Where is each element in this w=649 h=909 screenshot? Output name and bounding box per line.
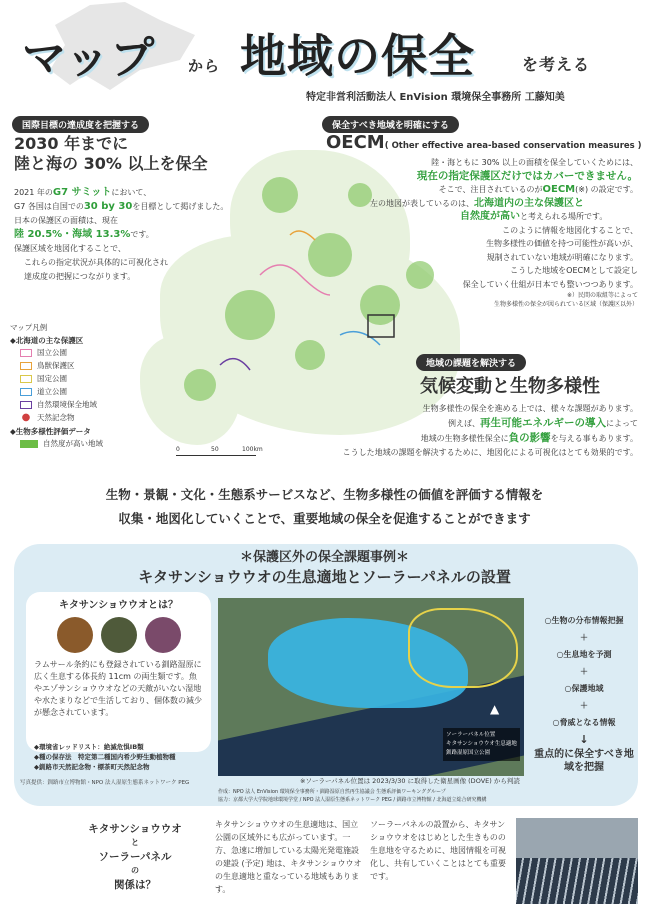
legend-item [20, 411, 140, 424]
left-p1: 2021 年の [14, 188, 53, 197]
left-body [14, 186, 274, 284]
left-p7: 達成度の把握につながります。 [24, 272, 136, 281]
oecm-l4a: 左の地図が表しているのは、 [370, 198, 474, 208]
case-title: キタサンショウウオの生息適地とソーラーパネルの設置 [138, 568, 511, 586]
analysis-flow [530, 612, 638, 774]
legend-swatch-icon [20, 401, 32, 409]
scale-bar [176, 448, 266, 460]
climate-l3g: 負の影響 [508, 432, 551, 444]
oecm-paren: ( Other effective area-based conservation measures ) [384, 141, 642, 151]
oecm-l5g: 自然度が高い [460, 211, 520, 222]
legend-item [10, 437, 140, 450]
legend-label: 天然記念物 [37, 413, 75, 422]
flow-result: 重点的に保全すべき地域を把握 [534, 749, 634, 773]
right-section [322, 116, 459, 133]
flow-plus-3: ＋ [580, 701, 588, 710]
left-p4-b: です。 [130, 230, 154, 239]
left-p1-b: において、 [111, 188, 152, 197]
legend-label: 国定公園 [37, 374, 67, 383]
salamander-egg-photo [57, 617, 93, 653]
park-boundary [408, 608, 518, 688]
flow-1: ○生物の分布情報把握 [544, 616, 624, 625]
left-heading [14, 134, 207, 174]
credits1: 作成：NPO 法人 EnVision 環境保全事務所・釧路湿原自然再生協議会 生態系評価ワーキンググループ [218, 789, 446, 795]
legend-label: 鳥獣保護区 [37, 361, 75, 370]
legend-label: 国立公園 [37, 348, 67, 357]
body-text-2: ソーラーパネルの設置から、キタサンショウウオをはじめとした生きものの生息地を守るために、地図情報を可視化し、共有していくことはとても重要です。 [370, 820, 506, 881]
oecm-note1: ※）民間の取組等によって [566, 292, 638, 299]
legend-label: 自然環境保全地域 [37, 400, 97, 409]
climate-l1: 生物多様性の保全を進める上では、様々な課題があります。 [422, 404, 638, 413]
flow-3: ○保護地域 [564, 684, 604, 693]
legend-swatch-icon [20, 440, 38, 448]
solar-rows [516, 858, 638, 904]
scale-100: 100km [242, 446, 263, 453]
oecm-title: OECM [326, 132, 385, 153]
map-credits [218, 788, 618, 804]
status3: ◆釧路市天然記念物・標茶町天然記念物 [34, 763, 150, 771]
flow-plus-1: ＋ [580, 633, 588, 642]
legend-label: 自然度が高い地域 [43, 439, 103, 448]
map-legend-1: ソーラーパネル位置 [446, 732, 496, 738]
right-pill: 保全すべき地域を明確にする [322, 116, 459, 133]
summary-banner [0, 483, 649, 531]
left-p5: 保護区域を地図化することで、 [14, 244, 126, 253]
oecm-l2: 現在の指定保護区だけではカバーできません。 [416, 169, 638, 182]
title-part4: を考える [522, 55, 591, 74]
climate-heading: 気候変動と生物多様性 [420, 376, 600, 397]
salamander-status [34, 742, 176, 772]
map-legend-box [443, 728, 520, 761]
oecm-l3b: (※) の設定です。 [575, 185, 638, 194]
salamander-q-title: キタサンショウウオとは？ [59, 600, 178, 611]
legend-swatch-icon [20, 388, 32, 396]
salamander-desc: ラムサール条約にも登録されている釧路湿原に広く生息する体長約 11cm の両生類です。魚やエゾサンショウウオなどの天敵がいない湿地や水たまりなどで生活しており、個体数の減少が懸念されています。 [34, 660, 202, 717]
salamander-photo [101, 617, 137, 653]
climate-l2g: 再生可能エネルギーの導入 [480, 417, 606, 429]
salamander-photos [26, 617, 211, 653]
legend-group1: ◆北海道の主な保護区 [10, 336, 84, 345]
title-part2: から [188, 57, 221, 75]
left-p2-g: 30 by 30 [83, 201, 133, 212]
legend-swatch-icon [20, 362, 32, 370]
oecm-l5b: と考えられる場所です。 [520, 212, 608, 221]
legend-group2: ◆生物多様性評価データ [10, 427, 91, 436]
legend-item [20, 346, 140, 359]
scale-0: 0 [176, 446, 180, 453]
legend-label: 道立公園 [37, 387, 67, 396]
map-note: ※ソーラーパネル位置は 2023/3/30 に取得した衛星画像 (DOVE) から判読 [300, 777, 520, 785]
legend-item [20, 372, 140, 385]
credits2: 協力：京都大学大学院地球環境学堂 / NPO 法人湿原生態系ネットワーク PEG / 釧路市立博物館 / 北海道立総合研究機構 [218, 797, 487, 803]
case-label: ＊保護区外の保全課題事例＊ [239, 550, 409, 565]
left-section [12, 116, 149, 133]
salamander-larva-photo [145, 617, 181, 653]
relation-5: 関係は？ [114, 879, 156, 891]
relation-question [70, 822, 200, 892]
legend-item [20, 385, 140, 398]
flow-2: ○生息地を予測 [556, 650, 612, 659]
left-p2-b: を目標として掲げました。 [132, 202, 229, 211]
map-legend-3: 釧路湿原国立公園 [446, 750, 491, 756]
left-p4-g: 陸 20.5%・海域 13.3% [14, 229, 131, 240]
climate-l2b: によって [606, 419, 638, 428]
north-arrow-icon: ▲ [490, 702, 500, 716]
left-p3: 日本の保護区の面積は、現在 [14, 216, 118, 225]
title-part3: 地域の保全 [240, 29, 475, 83]
page-header [0, 0, 649, 108]
monument-dot-icon: ● [21, 412, 31, 423]
flow-arrow: ↓ [579, 733, 589, 746]
climate-l3b: を与える事もあります。 [550, 434, 638, 443]
oecm-heading [326, 132, 642, 153]
map-legend-2: キタサンショウウオ生息適地 [446, 741, 517, 747]
oecm-l4g: 北海道内の主な保護区と [474, 197, 584, 209]
relation-2: と [131, 838, 139, 847]
oecm-note2: 生物多様性の保全が図られている区域（保護区以外） [493, 301, 638, 308]
oecm-l9: こうした地域をOECMとして設定し [510, 266, 638, 275]
left-pill: 国際目標の達成度を把握する [12, 116, 149, 133]
climate-l2a: 例えば、 [448, 419, 480, 428]
left-p6: これらの指定状況が具体的に可視化され [24, 258, 168, 267]
banner-line1: 生物・景観・文化・生態系サービスなど、生物多様性の価値を評価する情報を [105, 487, 544, 502]
status1: ◆環境省レッドリスト：絶滅危惧ⅠB類 [34, 743, 144, 751]
climate-body [290, 402, 638, 460]
legend-item [20, 359, 140, 372]
relation-3: ソーラーパネル [98, 851, 172, 863]
map-legend [10, 322, 140, 450]
climate-l4: こうした地域の課題を解決するために、地図化による可視化はとても効果的です。 [342, 448, 638, 457]
oecm-l7: 生物多様性の価値を持つ可能性が高いが、 [486, 239, 638, 248]
legend-items [10, 346, 140, 424]
oecm-l10: 保全していく仕組が日本でも整いつつあります。 [462, 279, 638, 289]
banner-line2: 収集・地図化していくことで、重要地域の保全を促進することができます [118, 511, 531, 526]
status2: ◆種の保存法 特定第二種国内希少野生動植物種 [34, 753, 176, 761]
scale-50: 50 [211, 446, 219, 453]
legend-item [20, 398, 140, 411]
oecm-l6: このように情報を地図化することで、 [502, 225, 638, 235]
oecm-l3a: そこで、注目されているのが [438, 185, 543, 194]
solar-panel-photo [516, 818, 638, 904]
oecm-l1: 陸・海ともに 30% 以上の面積を保全していくためには、 [431, 158, 638, 167]
oecm-l3g: OECM [542, 184, 576, 195]
author-line: 特定非営利活動法人 EnVision 環境保全事務所 工藤知美 [306, 92, 565, 103]
relation-4: の [131, 866, 139, 875]
salamander-card [26, 592, 211, 752]
satellite-map [218, 598, 524, 776]
climate-pill: 地域の課題を解決する [416, 354, 526, 371]
left-p2: G7 各国は自国での [14, 202, 84, 211]
oecm-body [330, 156, 638, 309]
legend-swatch-icon [20, 375, 32, 383]
legend-title: マップ凡例 [10, 323, 48, 332]
title-part1: マップ [22, 33, 156, 84]
oecm-l8: 規制されていない地域が明確になります。 [486, 252, 638, 262]
photo-credit: 写真提供：釧路市立博物館・NPO 法人湿原生態系ネットワーク PEG [20, 780, 190, 786]
relation-1: キタサンショウウオ [88, 823, 182, 835]
flow-4: ○脅威となる情報 [552, 718, 616, 727]
left-p1-g: G7 サミット [52, 187, 112, 198]
climate-l3a: 地域の生物多様性保全に [420, 434, 509, 443]
left-heading-line1: 2030 年までに [14, 134, 129, 153]
left-heading-line2: 陸と海の 30% 以上を保全 [14, 154, 208, 173]
climate-section [416, 354, 526, 371]
body-text-1: キタサンショウウオの生息適地は、国立公園の区域外にも広がっています。一方、急速に増加している太陽光発電施設の建設 (予定) 地は、キタサンショウウオの生息適地と重なっている地域もあります。 [215, 820, 362, 894]
legend-swatch-icon [20, 349, 32, 357]
flow-plus-2: ＋ [580, 667, 588, 676]
